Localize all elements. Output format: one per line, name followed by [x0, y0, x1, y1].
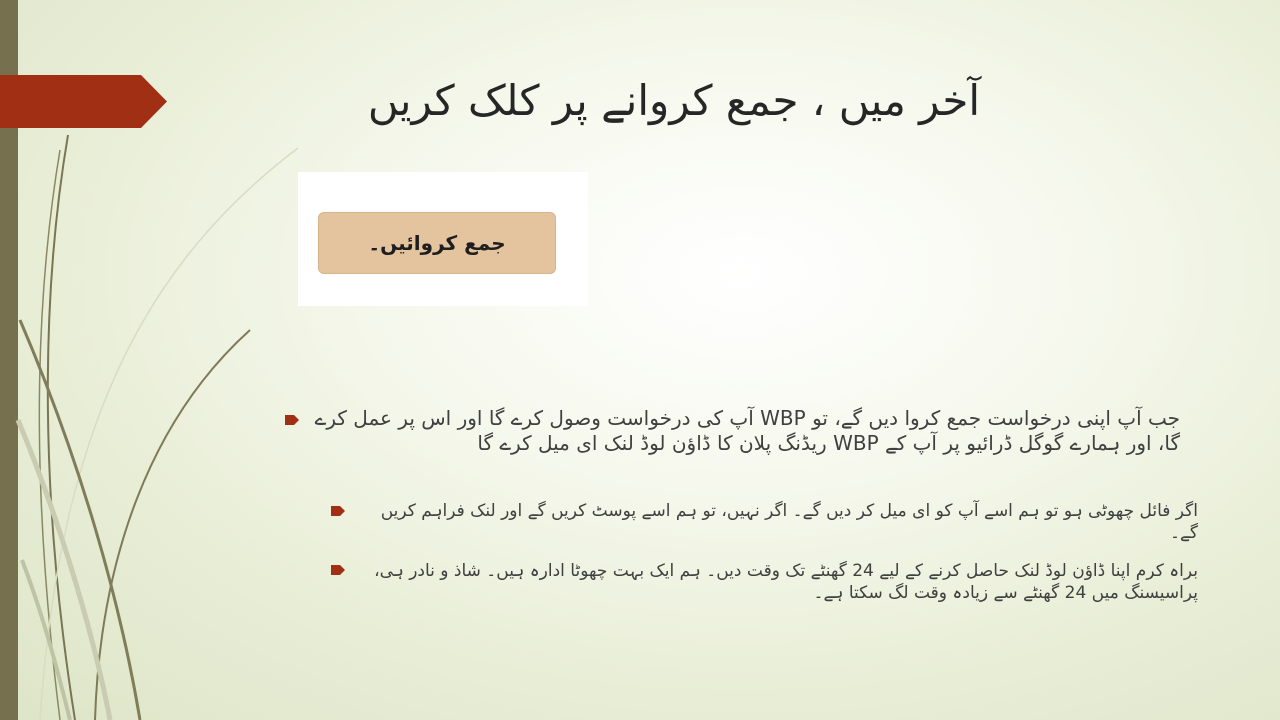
bullet-marker-icon: [285, 415, 299, 425]
sub-bullet-item: براہ کرم اپنا ڈاؤن لوڈ لنک حاصل کرنے کے لیے 24 گھنٹے تک وقت دیں۔ ہم ایک بہت چھوٹا ادارہ ہیں۔ شاذ و نادر ہی، پراسیسنگ میں 24 گھنٹے سے زیادہ وقت لگ سکتا ہے۔: [374, 561, 1198, 603]
bullet-item: جب آپ اپنی درخواست جمع کروا دیں گے، تو WBP آپ کی درخواست وصول کرے گا اور اس پر عمل کرے گا، اور ہمارے گوگل ڈرائیو پر آپ کے WBP ریڈنگ پلان کا ڈاؤن لوڈ لنک ای میل کرے گا: [314, 406, 1180, 455]
slide-title: آخر میں ، جمع کروانے پر کلک کریں: [367, 76, 980, 125]
sub-bullet-marker-icon: [331, 506, 345, 516]
submit-button-image: جمع کروائیں۔: [318, 212, 556, 274]
sub-bullet-marker-icon: [331, 565, 345, 575]
sub-bullet-item: اگر فائل چھوٹی ہو تو ہم اسے آپ کو ای میل کر دیں گے۔ اگر نہیں، تو ہم اسے پوسٹ کریں گے اور لنک فراہم کریں گے۔: [380, 501, 1198, 543]
